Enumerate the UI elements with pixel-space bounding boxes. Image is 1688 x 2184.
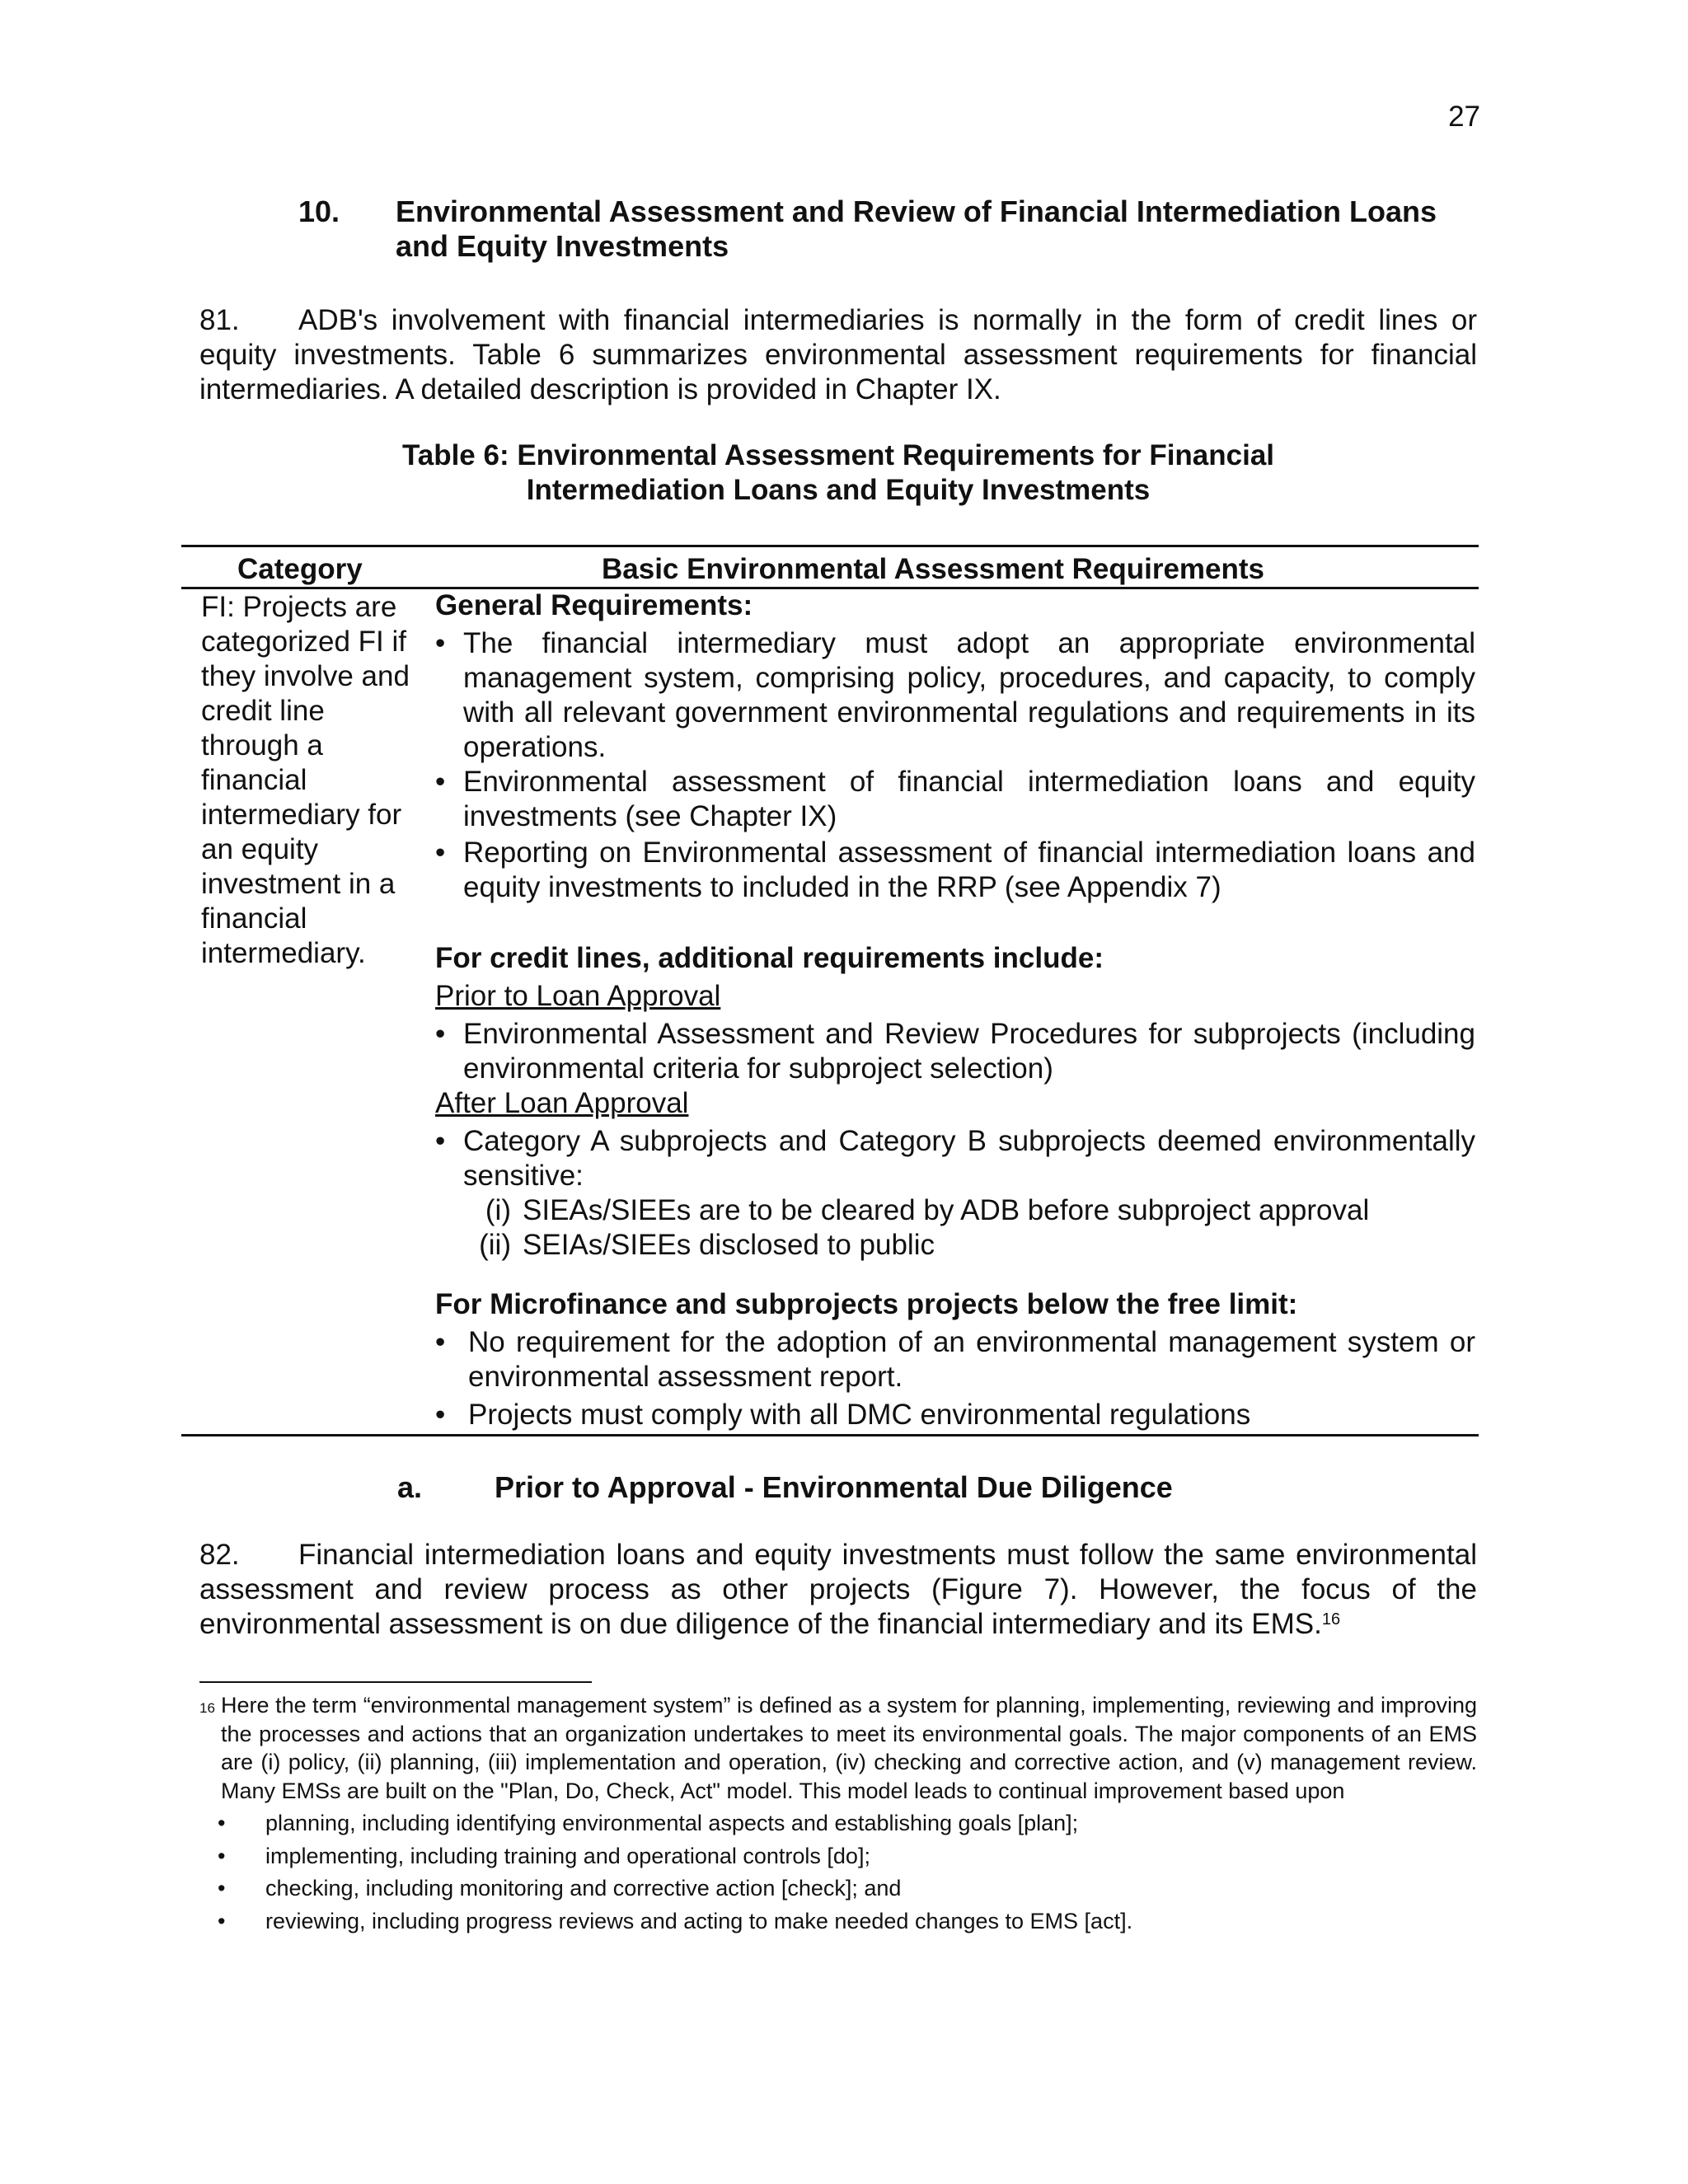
- footnote: [199, 1691, 1477, 1935]
- list-item: • implementing, including training and operational controls [do];: [199, 1842, 1477, 1871]
- paragraph-number: 82.: [199, 1539, 240, 1571]
- paragraph-text: ADB's involvement with financial intermediaries is normally in the form of credit lines or equity investments. Table 6 summarizes environmental assessment requirements for financial intermediaries. A detailed description is provided in Chapter IX.: [199, 304, 1477, 405]
- table-header-requirements: Basic Environmental Assessment Requirements: [602, 553, 1264, 585]
- list-item: • planning, including identifying environmental aspects and establishing goals [plan];: [199, 1809, 1477, 1838]
- list-item: • Projects must comply with all DMC environmental regulations: [435, 1399, 1251, 1431]
- list-item: • The financial intermediary must adopt an appropriate environmental management system, comprising policy, procedures, and capacity, to comply with all relevant government environmental regulations and requirements in its operations.: [435, 627, 1475, 763]
- paragraph-81: [199, 303, 1477, 407]
- sub-list-item: (i) SIEAs/SIEEs are to be cleared by ADB before subproject approval: [485, 1194, 1370, 1226]
- footnote-text-block: [199, 1691, 1477, 1805]
- list-item: • Category A subprojects and Category B subprojects deemed environmentally sensitive:: [435, 1125, 1475, 1192]
- list-item: • Environmental assessment of financial intermediation loans and equity investments (see Chapter IX): [435, 766, 1475, 832]
- subsection-title: Prior to Approval - Environmental Due Diligence: [495, 1470, 1173, 1504]
- bullet-icon: •: [435, 1125, 446, 1157]
- bullet-icon: •: [435, 1326, 446, 1358]
- microfinance-block: [435, 1287, 1475, 1432]
- bullet-icon: •: [435, 627, 446, 659]
- bullet-icon: •: [435, 1018, 446, 1050]
- footnote-reference: 16: [1321, 1610, 1341, 1629]
- footnote-text: Here the term “environmental management system” is defined as a system for planning, implementing, reviewing and improving the processes and actions that an organization undertakes to meet its environmental goals. The major components of an EMS are (i) policy, (ii) planning, (iii) implementation and operation, (iv) checking and corrective action, and (v) management review. Many EMSs are built on the "Plan, Do, Check, Act" model. This model leads to continual improvement based upon: [221, 1693, 1477, 1803]
- section-number: 10.: [298, 194, 340, 228]
- bullet-icon: •: [435, 766, 446, 798]
- page-number: 27: [1448, 101, 1480, 133]
- after-loan-approval-heading: After Loan Approval: [435, 1087, 689, 1119]
- table-caption-line-2: Intermediation Loans and Equity Investments: [526, 474, 1151, 506]
- general-requirements-heading: General Requirements:: [435, 589, 753, 621]
- table-top-rule: [181, 545, 1479, 547]
- subsection-letter: a.: [397, 1470, 423, 1504]
- sub-list-item: (ii) SEIAs/SIEEs disclosed to public: [479, 1229, 935, 1261]
- table-caption-line-1: Table 6: Environmental Assessment Requirements for Financial: [401, 439, 1275, 471]
- paragraph-82: [199, 1538, 1477, 1642]
- bullet-icon: •: [218, 1908, 226, 1933]
- table-header-category: Category: [237, 553, 363, 585]
- bullet-icon: •: [218, 1811, 226, 1835]
- list-item: • No requirement for the adoption of an environmental management system or environmental assessment report.: [435, 1326, 1475, 1393]
- bullet-icon: •: [218, 1843, 226, 1868]
- paragraph-text: Financial intermediation loans and equity investments must follow the same environmental assessment and review process as other projects (Figure 7). However, the focus of the environmental assessment is on due diligence of the financial intermediary and its EMS.: [199, 1539, 1477, 1640]
- bullet-icon: •: [435, 1399, 446, 1431]
- footnote-separator: [199, 1681, 592, 1683]
- list-item: • Environmental Assessment and Review Procedures for subprojects (including environmental criteria for subproject selection): [435, 1018, 1475, 1085]
- list-item: • Reporting on Environmental assessment of financial intermediation loans and equity investments to included in the RRP (see Appendix 7): [435, 837, 1475, 903]
- credit-lines-block: [435, 941, 1475, 1263]
- bullet-icon: •: [218, 1876, 226, 1900]
- table-bottom-rule: [181, 1434, 1479, 1436]
- credit-lines-heading: For credit lines, additional requirements include:: [435, 942, 1104, 974]
- bullet-icon: •: [435, 837, 446, 869]
- general-requirements-block: [435, 588, 1475, 905]
- paragraph-number: 81.: [199, 304, 240, 336]
- footnote-mark: 16: [199, 1700, 215, 1716]
- list-item: • reviewing, including progress reviews and acting to make needed changes to EMS [act].: [199, 1907, 1477, 1936]
- category-cell: FI: Projects are categorized FI if they involve and credit line through a financial intermediary for an equity investment in a financial intermediary.: [201, 591, 410, 969]
- list-item: • checking, including monitoring and corrective action [check]; and: [199, 1874, 1477, 1903]
- table-caption: [199, 438, 1477, 508]
- microfinance-heading: For Microfinance and subprojects projects below the free limit:: [435, 1288, 1298, 1320]
- section-title: Environmental Assessment and Review of Financial Intermediation Loans and Equity Investments: [396, 194, 1437, 263]
- prior-to-loan-approval-heading: Prior to Loan Approval: [435, 980, 721, 1012]
